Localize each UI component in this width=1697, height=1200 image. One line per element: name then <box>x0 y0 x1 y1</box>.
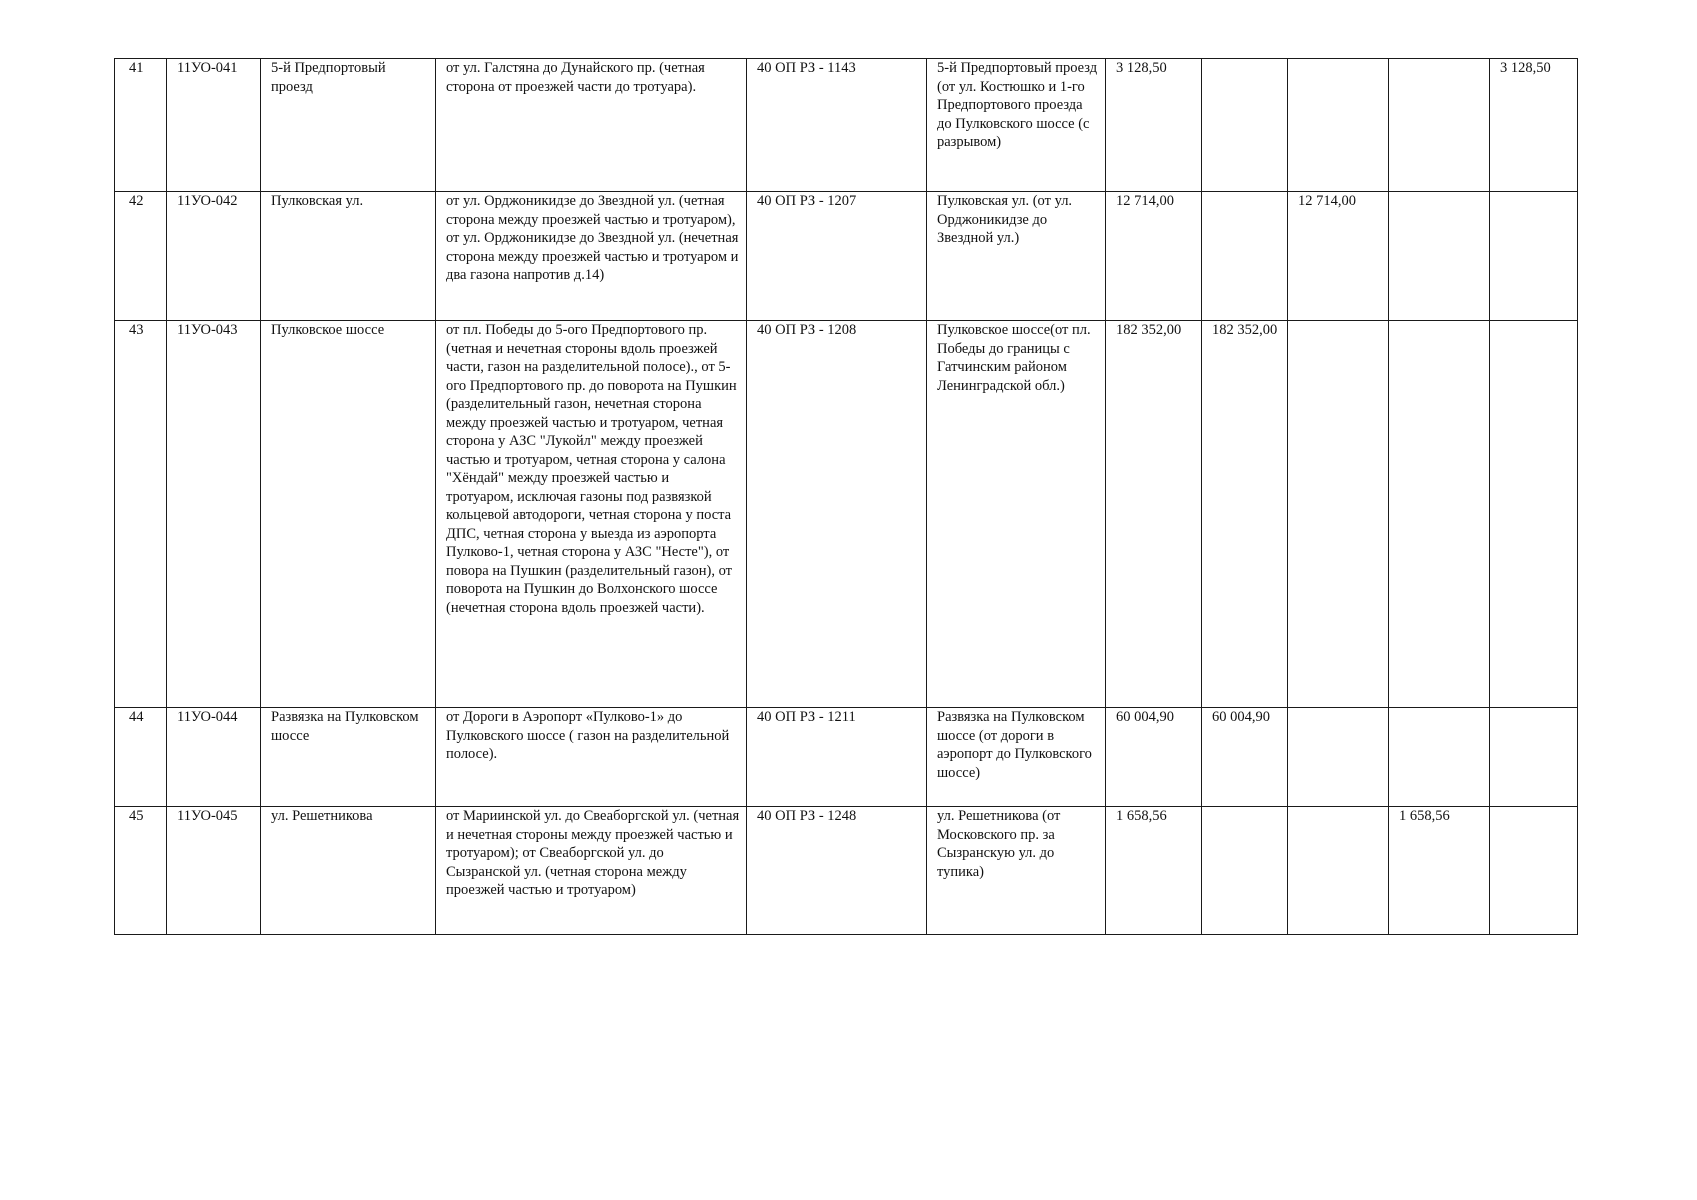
street-name: Развязка на Пулковском шоссе <box>261 708 436 807</box>
total-area: 182 352,00 <box>1106 321 1202 708</box>
table-row <box>115 321 1578 708</box>
row-number: 44 <box>115 708 167 807</box>
registry-number: 40 ОП РЗ - 1143 <box>747 59 927 192</box>
total-area: 12 714,00 <box>1106 192 1202 321</box>
row-number: 45 <box>115 807 167 935</box>
total-area: 1 658,56 <box>1106 807 1202 935</box>
road-name: Развязка на Пулковском шоссе (от дороги в аэропорт до Пулковского шоссе) <box>927 708 1106 807</box>
street-name: Пулковская ул. <box>261 192 436 321</box>
section-description: от пл. Победы до 5-ого Предпортового пр.(четная и нечетная стороны вдоль проезжей части, газон на разделительной полосе)., от 5-ого Предпортового пр. до поворота на Пушкин (разделительный газон, нечетная сторона между проезжей частью и тротуаром, четная сторона у АЗС "Лукойл" между проезжей частью и тротуаром, четная сторона у салона "Хёндай" между проезжей частью и тротуаром, исключая газоны под развязкой кольцевой автодороги, четная сторона у поста ДПС, четная сторона у выезда из аэропорта Пулково-1, четная сторона у АЗС "Несте"), от повора на Пушкин (разделительный газон), от поворота на Пушкин до Волхонского шоссе (нечетная сторона вдоль проезжей части). <box>436 321 747 708</box>
object-code: 11УО-042 <box>167 192 261 321</box>
area-column-2 <box>1288 807 1389 935</box>
object-code: 11УО-043 <box>167 321 261 708</box>
area-column-4 <box>1490 321 1578 708</box>
road-name: 5-й Предпортовый проезд (от ул. Костюшко и 1-го Предпортового проезда до Пулковского шоссе (с разрывом) <box>927 59 1106 192</box>
section-description: от ул. Галстяна до Дунайского пр. (четная сторона от проезжей части до тротуара). <box>436 59 747 192</box>
table-row <box>115 708 1578 807</box>
area-column-1: 60 004,90 <box>1202 708 1288 807</box>
area-column-3 <box>1389 59 1490 192</box>
area-column-2 <box>1288 321 1389 708</box>
object-code: 11УО-045 <box>167 807 261 935</box>
registry-number: 40 ОП РЗ - 1211 <box>747 708 927 807</box>
area-column-2 <box>1288 59 1389 192</box>
row-number: 43 <box>115 321 167 708</box>
area-column-4 <box>1490 708 1578 807</box>
street-name: 5-й Предпортовый проезд <box>261 59 436 192</box>
area-column-1 <box>1202 59 1288 192</box>
area-column-1 <box>1202 807 1288 935</box>
area-column-1: 182 352,00 <box>1202 321 1288 708</box>
total-area: 3 128,50 <box>1106 59 1202 192</box>
area-column-4 <box>1490 192 1578 321</box>
table-row <box>115 59 1578 192</box>
area-column-2 <box>1288 708 1389 807</box>
road-registry-table <box>114 58 1578 935</box>
row-number: 42 <box>115 192 167 321</box>
area-column-3: 1 658,56 <box>1389 807 1490 935</box>
area-column-3 <box>1389 321 1490 708</box>
area-column-2: 12 714,00 <box>1288 192 1389 321</box>
road-name: Пулковское шоссе(от пл. Победы до границы с Гатчинским районом Ленинградской обл.) <box>927 321 1106 708</box>
object-code: 11УО-044 <box>167 708 261 807</box>
road-name: Пулковская ул. (от ул. Орджоникидзе до Звездной ул.) <box>927 192 1106 321</box>
registry-number: 40 ОП РЗ - 1208 <box>747 321 927 708</box>
registry-number: 40 ОП РЗ - 1207 <box>747 192 927 321</box>
area-column-3 <box>1389 708 1490 807</box>
road-name: ул. Решетникова (от Московского пр. за Сызранскую ул. до тупика) <box>927 807 1106 935</box>
table-row <box>115 192 1578 321</box>
section-description: от ул. Орджоникидзе до Звездной ул. (четная сторона между проезжей частью и тротуаром), от ул. Орджоникидзе до Звездной ул. (нечетная сторона между проезжей частью и тротуаром и два газона напротив д.14) <box>436 192 747 321</box>
area-column-3 <box>1389 192 1490 321</box>
registry-number: 40 ОП РЗ - 1248 <box>747 807 927 935</box>
area-column-4: 3 128,50 <box>1490 59 1578 192</box>
row-number: 41 <box>115 59 167 192</box>
area-column-4 <box>1490 807 1578 935</box>
street-name: ул. Решетникова <box>261 807 436 935</box>
total-area: 60 004,90 <box>1106 708 1202 807</box>
table-row <box>115 807 1578 935</box>
area-column-1 <box>1202 192 1288 321</box>
section-description: от Дороги в Аэропорт «Пулково-1» до Пулковского шоссе ( газон на разделительной полосе). <box>436 708 747 807</box>
section-description: от Мариинской ул. до Свеаборгской ул. (четная и нечетная стороны между проезжей частью и тротуаром); от Свеаборгской ул. до Сызранской ул. (четная сторона между проезжей частью и тротуаром) <box>436 807 747 935</box>
street-name: Пулковское шоссе <box>261 321 436 708</box>
object-code: 11УО-041 <box>167 59 261 192</box>
